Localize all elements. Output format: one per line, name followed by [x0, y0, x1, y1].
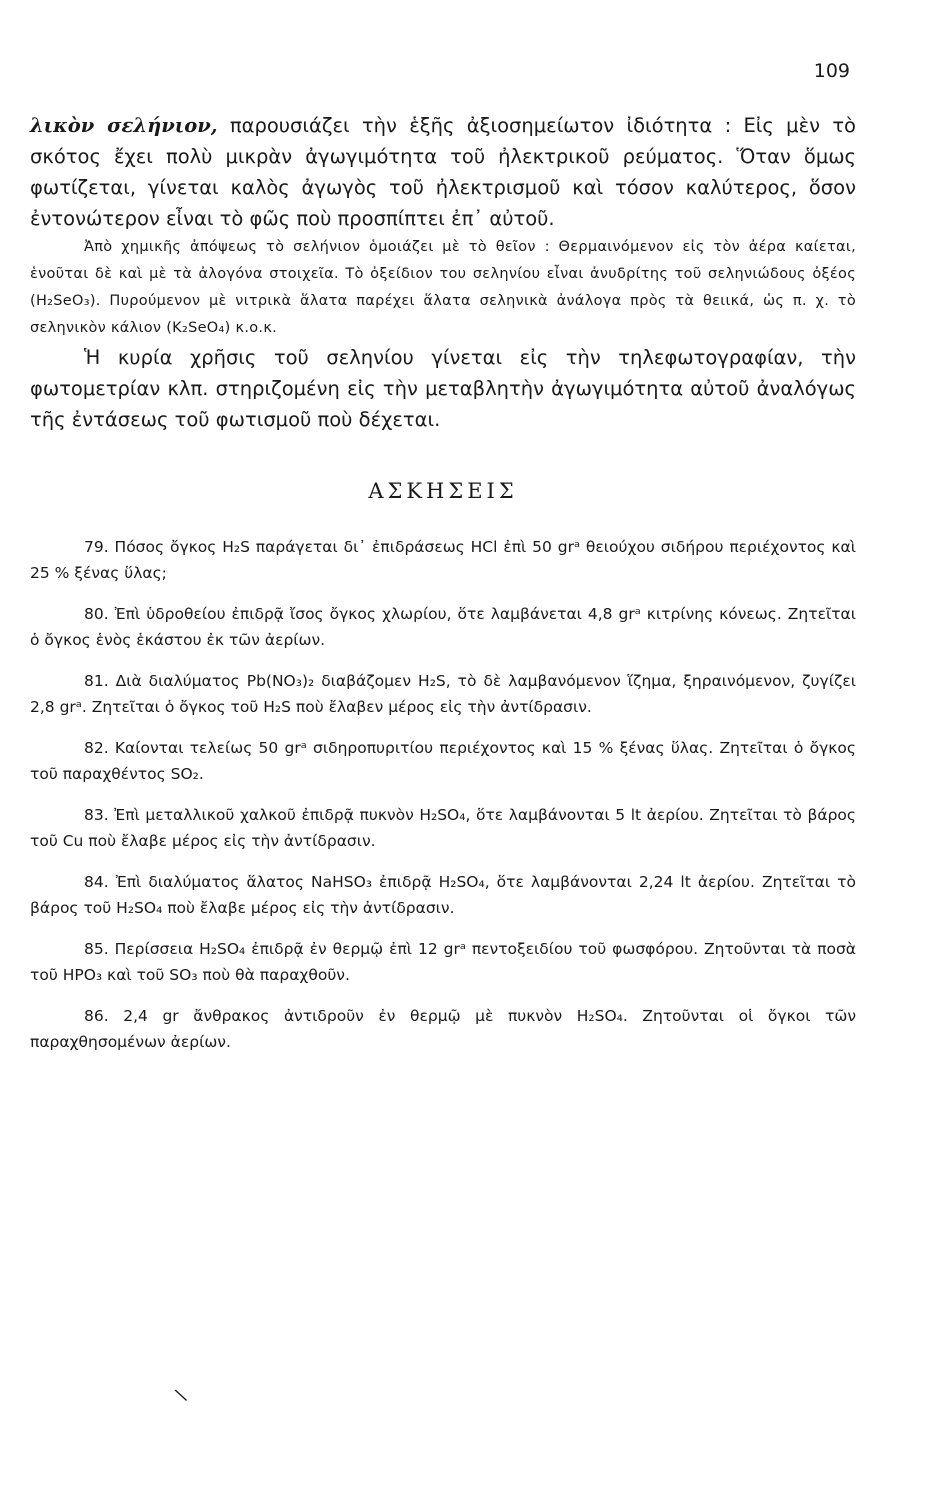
- chemistry-paragraph: Ἀπὸ χημικῆς ἀπόψεως τὸ σελήνιον ὁμοιάζει μὲ τὸ θεῖον : Θερμαινόμενον εἰς τὸν ἀέρα καίεται, ἑνοῦται δὲ καὶ μὲ τὰ ἀλογόνα στοιχεῖα. Τὸ ὀξείδιον του σεληνίου εἶναι ἀνυδρίτης τοῦ σεληνιώδους ὀξέος (H₂SeO₃). Πυρούμενον μὲ νιτρικὰ ἅλατα παρέχει ἅλατα σεληνικὰ ἀνάλογα πρὸς τὰ θειικά, ὡς π. χ. τὸ σεληνικὸν κάλιον (K₂SeO₄) κ.ο.κ.: [30, 239, 856, 336]
- exercise-81: 81. Διὰ διαλύματος Pb(NO₃)₂ διαβάζομεν H₂S, τὸ δὲ λαμβανόμενον ἵζημα, ξηραινόμενον, ζυγίζει 2,8 grᵃ. Ζητεῖται ὁ ὄγκος τοῦ H₂S ποὺ ἔλαβεν μέρος εἰς τὴν ἀντίδρασιν.: [30, 672, 856, 716]
- use-paragraph: Ἡ κυρία χρῆσις τοῦ σεληνίου γίνεται εἰς τὴν τηλεφωτογραφίαν, τὴν φωτομετρίαν κλπ. στηριζομένη εἰς τὴν μεταβλητὴν ἀγωγιμότητα αὐτοῦ ἀναλόγως τῆς ἐντάσεως τοῦ φωτισμοῦ ποὺ δέχεται.: [30, 346, 856, 431]
- page-number: 109: [813, 60, 850, 82]
- intro-paragraph: [30, 110, 856, 234]
- exercise-list: [30, 535, 856, 1055]
- exercise-86: 86. 2,4 gr ἄνθρακος ἀντιδροῦν ἐν θερμῷ μὲ πυκνὸν H₂SO₄. Ζητοῦνται οἱ ὄγκοι τῶν παραχθησομένων ἀερίων.: [30, 1007, 856, 1051]
- exercise-80: 80. Ἐπὶ ὑδροθείου ἐπιδρᾷ ἴσος ὄγκος χλωρίου, ὅτε λαμβάνεται 4,8 grᵃ κιτρίνης κόνεως. Ζητεῖται ὁ ὄγκος ἑνὸς ἑκάστου ἐκ τῶν ἀερίων.: [30, 605, 856, 649]
- intro-text: παρουσιάζει τὴν ἑξῆς ἀξιοσημείωτον ἰδιότητα : Εἰς μὲν τὸ σκότος ἔχει πολὺ μικρὰν ἀγωγιμότητα τοῦ ἠλεκτρικοῦ ρεύματος. Ὅταν ὅμως φωτίζεται, γίνεται καλὸς ἀγωγὸς τοῦ ἠλεκτρισμοῦ καὶ τόσον καλύτερος, ὅσον ἐντονώτερον εἶναι τὸ φῶς ποὺ προσπίπτει ἐπ᾽ αὐτοῦ.: [30, 114, 856, 230]
- stray-pen-mark: \: [173, 1384, 189, 1407]
- term-selenium: λικὸν σελήνιον,: [30, 114, 218, 137]
- exercise-79: 79. Πόσος ὄγκος H₂S παράγεται δι᾽ ἐπιδράσεως HCl ἐπὶ 50 grᵃ θειούχου σιδήρου περιέχοντος καὶ 25 % ξένας ὕλας;: [30, 538, 856, 582]
- exercise-84: 84. Ἐπὶ διαλύματος ἅλατος NaHSO₃ ἐπιδρᾷ H₂SO₄, ὅτε λαμβάνονται 2,24 lt ἀερίου. Ζητεῖται τὸ βάρος τοῦ H₂SO₄ ποὺ ἔλαβε μέρος εἰς τὴν ἀντίδρασιν.: [30, 873, 856, 917]
- exercise-85: 85. Περίσσεια H₂SO₄ ἐπιδρᾷ ἐν θερμῷ ἐπὶ 12 grᵃ πεντοξειδίου τοῦ φωσφόρου. Ζητοῦνται τὰ ποσὰ τοῦ HPO₃ καὶ τοῦ SO₃ ποὺ θὰ παραχθοῦν.: [30, 940, 856, 984]
- exercise-83: 83. Ἐπὶ μεταλλικοῦ χαλκοῦ ἐπιδρᾷ πυκνὸν H₂SO₄, ὅτε λαμβάνονται 5 lt ἀερίου. Ζητεῖται τὸ βάρος τοῦ Cu ποὺ ἔλαβε μέρος εἰς τὴν ἀντίδρασιν.: [30, 806, 856, 850]
- exercise-82: 82. Καίονται τελείως 50 grᵃ σιδηροπυριτίου περιέχοντος καὶ 15 % ξένας ὕλας. Ζητεῖται ὁ ὄγκος τοῦ παραχθέντος SO₂.: [30, 739, 856, 783]
- page-content: [30, 110, 856, 1071]
- section-title: ΑΣΚΗΣΕΙΣ: [368, 479, 518, 503]
